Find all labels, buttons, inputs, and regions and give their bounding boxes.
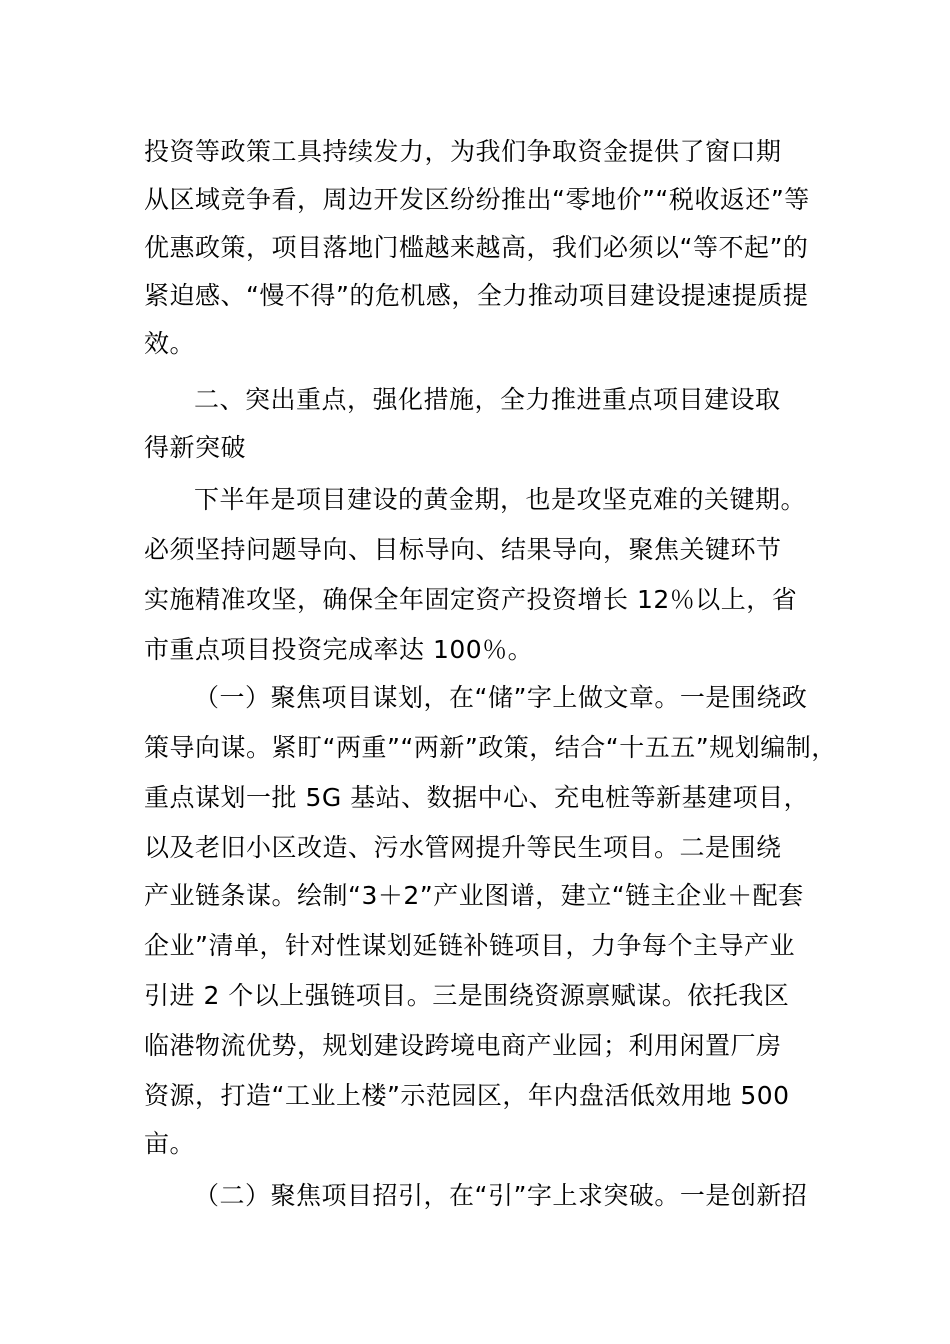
text-line-2: 从区域竞争看，周边开发区纷纷推出“零地价”“税收返还”等 <box>144 185 810 214</box>
subsection-1-line-1: （一）聚焦项目谋划，在“储”字上做文章。一是围绕政 <box>194 683 808 712</box>
text-line-11: 市重点项目投资完成率达 100％。 <box>144 635 534 664</box>
text-line-20: 资源，打造“工业上楼”示范园区，年内盘活低效用地 500 <box>144 1081 790 1110</box>
text-line-8: 下半年是项目建设的黄金期，也是攻坚克难的关键期。 <box>194 485 807 514</box>
text-line-9: 必须坚持问题导向、目标导向、结果导向，聚焦关键环节 <box>144 535 782 564</box>
text-line-3: 优惠政策，项目落地门槛越来越高，我们必须以“等不起”的 <box>144 233 809 262</box>
subsection-2-line-1: （二）聚焦项目招引，在“引”字上求突破。一是创新招 <box>194 1181 808 1210</box>
text-line-4: 紧迫感、“慢不得”的危机感，全力推动项目建设提速提质提 <box>144 281 809 310</box>
text-line-21: 亩。 <box>144 1129 196 1158</box>
text-line-13: 策导向谋。紧盯“两重”“两新”政策，结合“十五五”规划编制， <box>144 733 837 762</box>
text-line-15: 以及老旧小区改造、污水管网提升等民生项目。二是围绕 <box>144 833 782 862</box>
text-line-18: 引进 2 个以上强链项目。三是围绕资源禀赋谋。依托我区 <box>144 981 790 1010</box>
text-line-1: 投资等政策工具持续发力，为我们争取资金提供了窗口期 <box>144 137 782 166</box>
section-heading-line-1: 二、突出重点，强化措施，全力推进重点项目建设取 <box>194 385 781 414</box>
text-line-19: 临港物流优势，规划建设跨境电商产业园；利用闲置厂房 <box>144 1031 782 1060</box>
text-line-10: 实施精准攻坚，确保全年固定资产投资增长 12％以上，省 <box>144 585 798 614</box>
text-line-14: 重点谋划一批 5G 基站、数据中心、充电桩等新基建项目， <box>144 783 810 812</box>
text-line-17: 企业”清单，针对性谋划延链补链项目，力争每个主导产业 <box>144 931 795 960</box>
text-line-16: 产业链条谋。绘制“3＋2”产业图谱，建立“链主企业＋配套 <box>144 881 804 910</box>
text-line-5: 效。 <box>144 329 196 358</box>
section-heading-line-2: 得新突破 <box>144 433 247 462</box>
